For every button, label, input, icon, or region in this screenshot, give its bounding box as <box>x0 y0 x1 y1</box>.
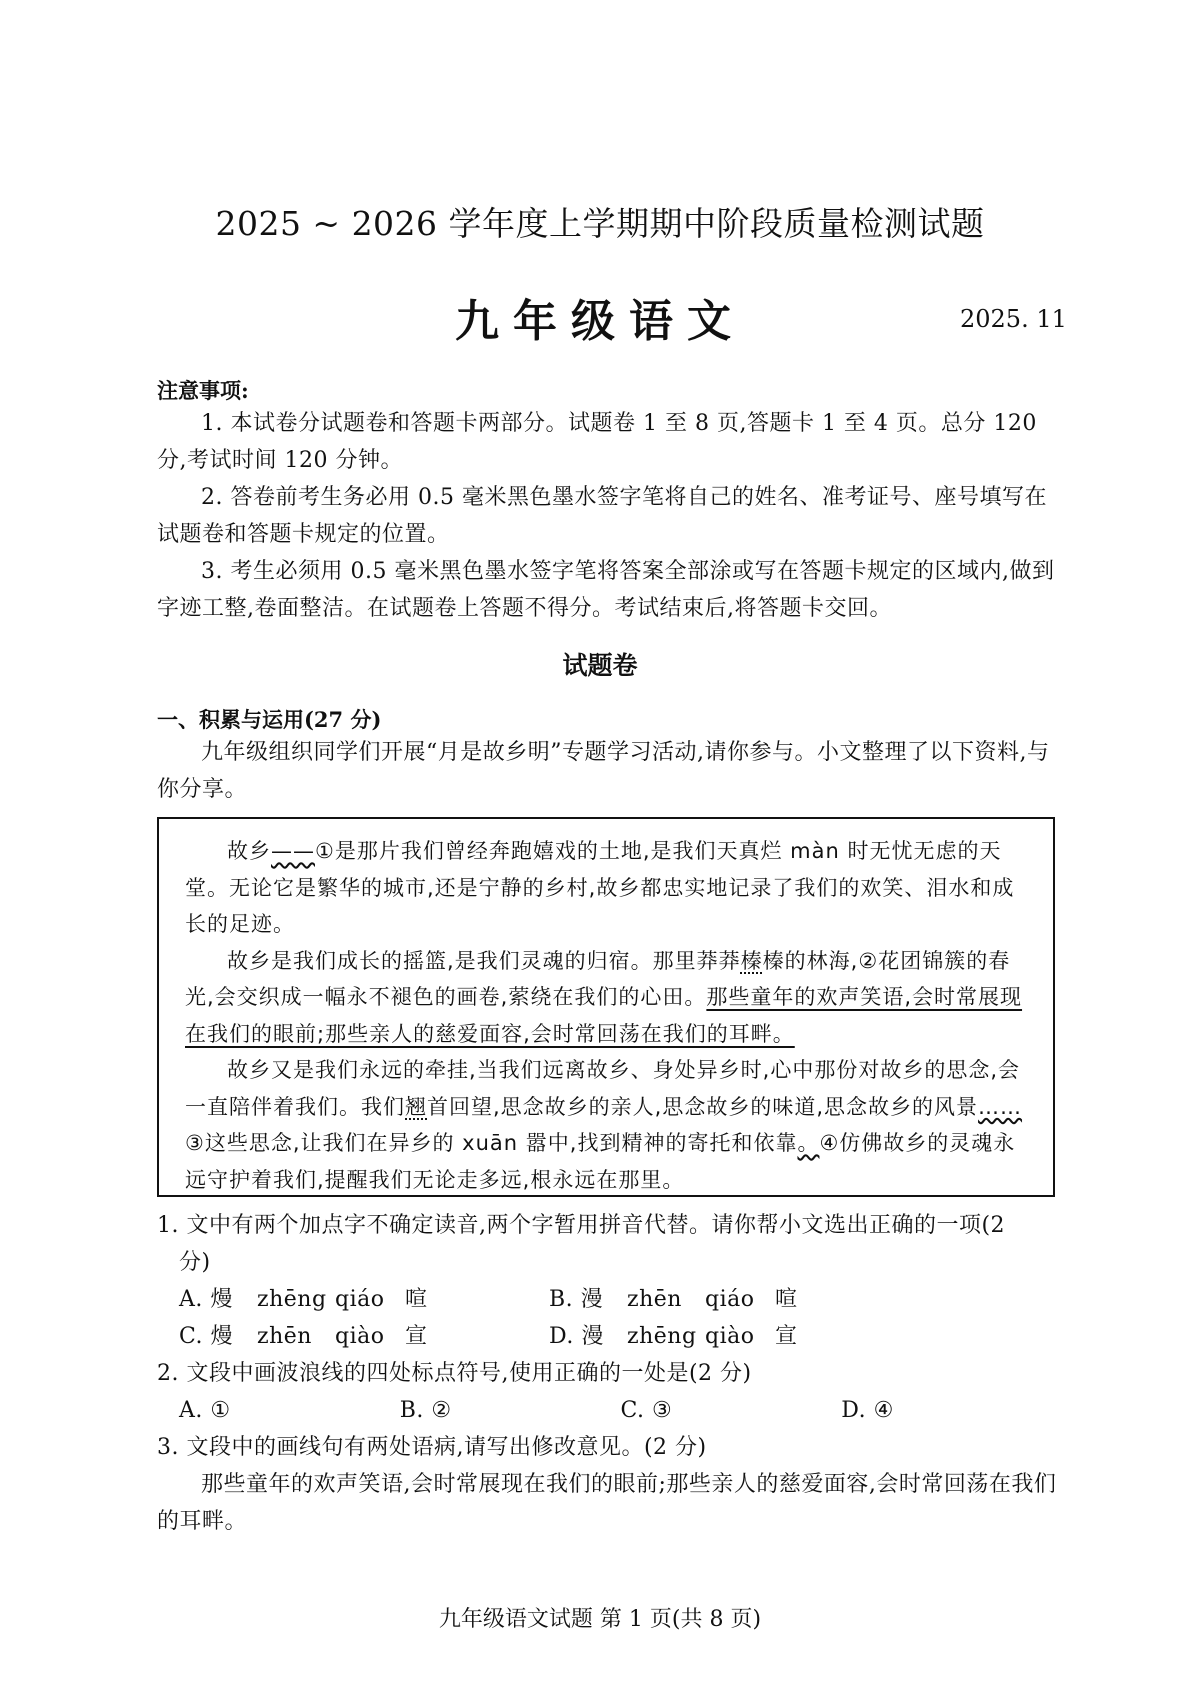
exam-title: 2025 ~ 2026 学年度上学期期中阶段质量检测试题 <box>215 204 985 243</box>
reading-passage-box <box>157 817 1055 1197</box>
question-3-stem: 3. 文段中的画线句有两处语病,请写出修改意见。(2 分) <box>157 1435 707 1460</box>
passage-text: 故乡又是我们永远的牵挂,当我们远离故乡、身处异乡时,心中那份对故乡的思念,会一直陪伴着我们。我们 <box>185 1058 1021 1119</box>
option-d[interactable]: D. ④ <box>841 1398 894 1423</box>
passage-text: ④仿佛故乡的灵魂永远守护着我们,提醒我们无论走多远,根永远在那里。 <box>185 1131 1016 1192</box>
option-c[interactable]: C. 熳 zhēn qiào 宣 <box>179 1324 428 1349</box>
exam-paper-label: 试题卷 <box>562 651 638 680</box>
question-2-stem: 2. 文段中画波浪线的四处标点符号,使用正确的一处是(2 分) <box>157 1361 752 1386</box>
dotted-char: 榛 <box>740 948 763 973</box>
notice-item: 3. 考生必须用 0.5 毫米黑色墨水签字笔将答案全部涂或写在答题卡规定的区域内,做到字迹工整,卷面整洁。在试题卷上答题不得分。考试结束后,将答题卡交回。 <box>157 559 1055 621</box>
wavy-punctuation: …… <box>978 1094 1023 1119</box>
questions <box>157 1207 1062 1540</box>
dotted-char: 翘 <box>405 1094 427 1119</box>
option-a[interactable]: A. 熳 zhēng qiáo 喧 <box>179 1287 428 1312</box>
wavy-punctuation: —— <box>271 839 315 863</box>
passage-text: ③这些思念,让我们在异乡的 xuān 嚣中,找到精神的寄托和依靠 <box>185 1131 798 1155</box>
option-d[interactable]: D. 漫 zhēng qiào 宣 <box>549 1324 798 1349</box>
section-heading: 一、积累与运用(27 分) <box>157 707 382 732</box>
section-intro <box>157 734 1062 808</box>
notice-heading: 注意事项: <box>157 378 249 403</box>
question-3-sentence: 那些童年的欢声笑语,会时常展现在我们的眼前;那些亲人的慈爱面容,会时常回荡在我们的耳畔。 <box>157 1472 1057 1534</box>
wavy-punctuation: 。 <box>797 1131 820 1155</box>
passage-paragraph-1 <box>185 833 1027 943</box>
option-b[interactable]: B. 漫 zhēn qiáo 喧 <box>549 1287 798 1312</box>
passage-text: 故乡是我们成长的摇篮,是我们灵魂的归宿。那里莽莽 <box>227 948 741 973</box>
underlined-sentence: 那些童年的欢声笑语,会时常展现在我们的眼前;那些亲人的慈爱面容,会时常回荡在我们的耳畔。 <box>185 985 1023 1046</box>
option-b[interactable]: B. ② <box>399 1398 452 1423</box>
passage-text: 故乡 <box>227 839 271 863</box>
notice-item: 1. 本试卷分试题卷和答题卡两部分。试题卷 1 至 8 页,答题卡 1 至 4 页。总分 120 分,考试时间 120 分钟。 <box>157 411 1037 473</box>
question-1-stem-cont: 分) <box>179 1250 211 1275</box>
question-1-stem: 1. 文中有两个加点字不确定读音,两个字暂用拼音代替。请你帮小文选出正确的一项(2 <box>157 1213 1006 1238</box>
notice-item: 2. 答卷前考生务必用 0.5 毫米黑色墨水签字笔将自己的姓名、准考证号、座号填写在试题卷和答题卡规定的位置。 <box>157 485 1047 547</box>
notice-list <box>157 405 1062 627</box>
question-2-options-row <box>157 1392 1062 1429</box>
question-1-options-row <box>157 1318 1062 1355</box>
passage-text: 首回望,思念故乡的亲人,思念故乡的味道,思念故乡的风景 <box>427 1094 979 1119</box>
subject-title: 九年级语文 <box>455 296 745 347</box>
passage-paragraph-3 <box>185 1052 1027 1198</box>
question-1-options-row <box>157 1281 1062 1318</box>
option-c[interactable]: C. ③ <box>620 1398 673 1423</box>
passage-paragraph-2 <box>185 943 1027 1053</box>
exam-date: 2025. 11 <box>960 305 1067 333</box>
passage-text: 榛的林海,②花团锦簇的春光,会交织成一幅永不褪色的画卷,萦绕在我们的心田。 <box>185 948 1011 1009</box>
option-a[interactable]: A. ① <box>179 1398 231 1423</box>
intro-text: 九年级组织同学们开展“月是故乡明”专题学习活动,请你参与。小文整理了以下资料,与你分享。 <box>157 740 1050 802</box>
passage-text: ①是那片我们曾经奔跑嬉戏的土地,是我们天真烂 màn 时无忧无虑的天堂。无论它是繁华的城市,还是宁静的乡村,故乡都忠实地记录了我们的欢笑、泪水和成长的足迹。 <box>185 839 1015 936</box>
page-footer: 九年级语文试题 第 1 页(共 8 页) <box>438 1607 762 1632</box>
